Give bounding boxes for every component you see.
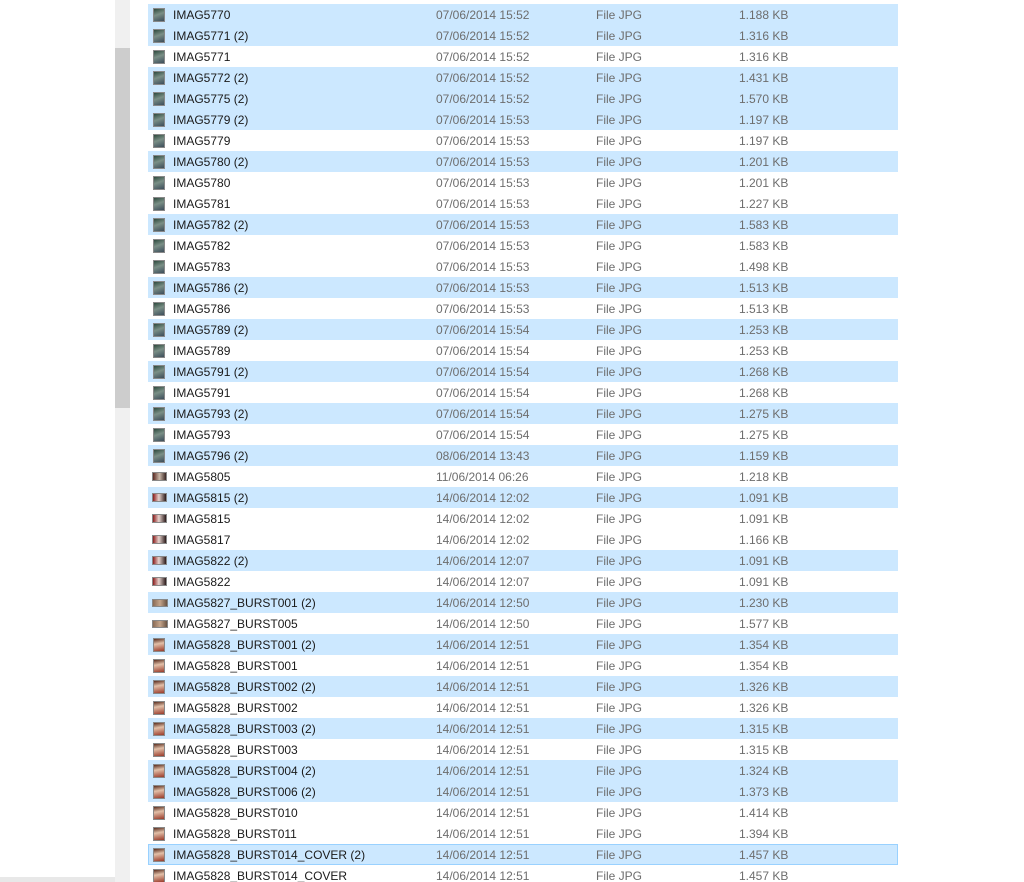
file-name: IMAG5775 (2) [173,92,249,106]
file-type: File JPG [596,680,643,694]
file-type: File JPG [596,92,643,106]
file-name: IMAG5828_BURST002 [173,701,298,715]
file-type: File JPG [596,323,643,337]
image-thumbnail-icon [152,514,167,523]
file-size: 1.577 KB [739,617,789,631]
file-size: 1.570 KB [739,92,789,106]
file-date-modified: 07/06/2014 15:53 [436,113,530,127]
file-type: File JPG [596,827,643,841]
image-thumbnail-icon [153,764,165,778]
file-type: File JPG [596,134,643,148]
file-size: 1.315 KB [739,722,789,736]
file-size: 1.091 KB [739,575,789,589]
file-date-modified: 14/06/2014 12:51 [436,827,530,841]
file-type: File JPG [596,806,643,820]
file-size: 1.513 KB [739,281,789,295]
file-size: 1.268 KB [739,365,789,379]
file-row[interactable] [148,550,898,571]
image-thumbnail-icon [153,29,165,43]
file-type: File JPG [596,8,643,22]
file-size: 1.316 KB [739,50,789,64]
file-size: 1.275 KB [739,428,789,442]
image-thumbnail-icon [153,50,165,64]
file-size: 1.354 KB [739,659,789,673]
file-type: File JPG [596,71,643,85]
file-date-modified: 11/06/2014 06:26 [436,470,529,484]
image-thumbnail-icon [153,302,165,316]
image-thumbnail-icon [152,577,167,586]
file-name: IMAG5793 (2) [173,407,249,421]
file-name: IMAG5789 (2) [173,323,249,337]
file-date-modified: 07/06/2014 15:54 [436,428,530,442]
file-name: IMAG5828_BURST006 (2) [173,785,316,799]
image-thumbnail-icon [153,197,165,211]
file-type: File JPG [596,491,643,505]
file-date-modified: 07/06/2014 15:52 [436,50,530,64]
file-row[interactable] [148,781,898,802]
file-name: IMAG5817 [173,533,231,547]
file-type: File JPG [596,344,643,358]
file-row[interactable] [148,130,898,151]
file-row[interactable] [148,844,898,865]
file-row[interactable] [148,718,898,739]
image-thumbnail-icon [152,599,168,607]
file-type: File JPG [596,239,643,253]
file-type: File JPG [596,50,643,64]
file-size: 1.197 KB [739,134,789,148]
file-name: IMAG5828_BURST001 [173,659,298,673]
file-size: 1.091 KB [739,512,789,526]
file-row[interactable] [148,340,898,361]
file-size: 1.324 KB [739,764,789,778]
file-type: File JPG [596,428,643,442]
image-thumbnail-icon [153,281,165,295]
file-size: 1.583 KB [739,218,789,232]
file-name: IMAG5828_BURST014_COVER [173,869,348,882]
scrollbar-thumb[interactable] [115,48,130,408]
file-type: File JPG [596,659,643,673]
file-row[interactable] [148,487,898,508]
file-date-modified: 07/06/2014 15:54 [436,386,530,400]
image-thumbnail-icon [152,556,167,565]
file-date-modified: 14/06/2014 12:02 [436,491,530,505]
file-date-modified: 07/06/2014 15:54 [436,344,530,358]
image-thumbnail-icon [153,386,165,400]
file-row[interactable] [148,25,898,46]
navigation-pane [0,0,130,882]
file-size: 1.326 KB [739,680,789,694]
file-row[interactable] [148,151,898,172]
file-type: File JPG [596,470,643,484]
file-date-modified: 14/06/2014 12:51 [436,869,530,882]
file-type: File JPG [596,155,643,169]
file-size: 1.091 KB [739,554,789,568]
image-thumbnail-icon [153,428,165,442]
file-row[interactable] [148,4,898,25]
file-date-modified: 07/06/2014 15:53 [436,218,530,232]
file-name: IMAG5827_BURST001 (2) [173,596,316,610]
file-row[interactable] [148,46,898,67]
file-row[interactable] [148,214,898,235]
file-row[interactable] [148,193,898,214]
file-size: 1.457 KB [739,848,789,862]
file-type: File JPG [596,260,643,274]
file-date-modified: 07/06/2014 15:54 [436,407,530,421]
file-size: 1.394 KB [739,827,789,841]
image-thumbnail-icon [153,134,165,148]
file-row[interactable] [148,592,898,613]
file-name: IMAG5783 [173,260,231,274]
image-thumbnail-icon [153,722,165,736]
file-date-modified: 14/06/2014 12:02 [436,533,530,547]
file-name: IMAG5772 (2) [173,71,249,85]
image-thumbnail-icon [153,365,165,379]
image-thumbnail-icon [153,701,165,715]
file-row[interactable] [148,67,898,88]
file-type: File JPG [596,575,643,589]
file-name: IMAG5786 [173,302,231,316]
file-name: IMAG5779 (2) [173,113,249,127]
file-date-modified: 07/06/2014 15:53 [436,302,530,316]
file-name: IMAG5779 [173,134,231,148]
file-name: IMAG5782 (2) [173,218,249,232]
file-type: File JPG [596,449,643,463]
file-size: 1.218 KB [739,470,789,484]
image-thumbnail-icon [153,806,165,820]
file-name: IMAG5828_BURST004 (2) [173,764,316,778]
file-type: File JPG [596,554,643,568]
file-size: 1.253 KB [739,323,789,337]
file-size: 1.498 KB [739,260,789,274]
file-size: 1.513 KB [739,302,789,316]
file-size: 1.188 KB [739,8,789,22]
image-thumbnail-icon [153,323,165,337]
file-type: File JPG [596,407,643,421]
file-date-modified: 14/06/2014 12:07 [436,554,530,568]
file-date-modified: 07/06/2014 15:53 [436,281,530,295]
file-row[interactable] [148,676,898,697]
image-thumbnail-icon [153,239,165,253]
image-thumbnail-icon [153,8,165,22]
file-size: 1.227 KB [739,197,789,211]
image-thumbnail-icon [153,785,165,799]
image-thumbnail-icon [153,71,165,85]
file-date-modified: 14/06/2014 12:51 [436,701,530,715]
file-row[interactable] [148,529,898,550]
file-type: File JPG [596,743,643,757]
file-type: File JPG [596,848,643,862]
file-row[interactable] [148,277,898,298]
file-date-modified: 14/06/2014 12:51 [436,743,530,757]
file-size: 1.275 KB [739,407,789,421]
file-date-modified: 08/06/2014 13:43 [436,449,530,463]
file-name: IMAG5828_BURST003 [173,743,298,757]
image-thumbnail-icon [153,827,165,841]
file-row[interactable] [148,802,898,823]
file-row[interactable] [148,424,898,445]
file-size: 1.414 KB [739,806,789,820]
file-type: File JPG [596,218,643,232]
image-thumbnail-icon [152,472,167,481]
file-type: File JPG [596,512,643,526]
file-name: IMAG5796 (2) [173,449,249,463]
file-date-modified: 07/06/2014 15:52 [436,92,530,106]
file-name: IMAG5791 [173,386,231,400]
file-date-modified: 14/06/2014 12:07 [436,575,530,589]
file-size: 1.326 KB [739,701,789,715]
image-thumbnail-icon [153,218,165,232]
file-date-modified: 07/06/2014 15:52 [436,71,530,85]
file-date-modified: 07/06/2014 15:53 [436,176,530,190]
file-row[interactable] [148,760,898,781]
image-thumbnail-icon [152,535,167,544]
file-type: File JPG [596,785,643,799]
file-name: IMAG5789 [173,344,231,358]
file-size: 1.201 KB [739,176,789,190]
file-name: IMAG5781 [173,197,231,211]
file-row[interactable] [148,634,898,655]
file-date-modified: 07/06/2014 15:53 [436,197,530,211]
file-date-modified: 07/06/2014 15:52 [436,29,530,43]
file-name: IMAG5771 [173,50,231,64]
file-row[interactable] [148,256,898,277]
file-row[interactable] [148,508,898,529]
file-row[interactable] [148,466,898,487]
file-type: File JPG [596,701,643,715]
file-type: File JPG [596,869,643,882]
file-name: IMAG5782 [173,239,231,253]
file-date-modified: 14/06/2014 12:50 [436,617,530,631]
file-row[interactable] [148,235,898,256]
file-size: 1.197 KB [739,113,789,127]
file-date-modified: 14/06/2014 12:51 [436,806,530,820]
image-thumbnail-icon [153,92,165,106]
file-date-modified: 07/06/2014 15:53 [436,239,530,253]
file-size: 1.583 KB [739,239,789,253]
file-name: IMAG5791 (2) [173,365,249,379]
file-size: 1.457 KB [739,869,789,882]
file-row[interactable] [148,655,898,676]
file-size: 1.354 KB [739,638,789,652]
file-row[interactable] [148,319,898,340]
file-name: IMAG5780 (2) [173,155,249,169]
file-name: IMAG5771 (2) [173,29,249,43]
file-row[interactable] [148,697,898,718]
file-size: 1.201 KB [739,155,789,169]
file-type: File JPG [596,113,643,127]
file-size: 1.091 KB [739,491,789,505]
file-name: IMAG5828_BURST014_COVER (2) [173,848,366,862]
file-size: 1.431 KB [739,71,789,85]
file-row[interactable] [148,361,898,382]
image-thumbnail-icon [153,260,165,274]
file-date-modified: 14/06/2014 12:51 [436,785,530,799]
image-thumbnail-icon [153,176,165,190]
file-row[interactable] [148,865,898,882]
image-thumbnail-icon [153,638,165,652]
file-date-modified: 07/06/2014 15:54 [436,365,530,379]
image-thumbnail-icon [153,680,165,694]
file-type: File JPG [596,533,643,547]
image-thumbnail-icon [152,493,167,502]
file-row[interactable] [148,571,898,592]
file-date-modified: 07/06/2014 15:53 [436,260,530,274]
file-name: IMAG5786 (2) [173,281,249,295]
file-date-modified: 14/06/2014 12:51 [436,680,530,694]
file-row[interactable] [148,382,898,403]
file-date-modified: 14/06/2014 12:51 [436,722,530,736]
file-row[interactable] [148,172,898,193]
file-name: IMAG5815 [173,512,231,526]
file-size: 1.268 KB [739,386,789,400]
file-date-modified: 07/06/2014 15:53 [436,155,530,169]
file-type: File JPG [596,365,643,379]
file-size: 1.159 KB [739,449,789,463]
file-row[interactable] [148,109,898,130]
file-list [148,0,898,882]
image-thumbnail-icon [153,659,165,673]
file-type: File JPG [596,386,643,400]
file-name: IMAG5822 (2) [173,554,249,568]
file-name: IMAG5815 (2) [173,491,249,505]
file-date-modified: 14/06/2014 12:51 [436,848,530,862]
image-thumbnail-icon [153,407,165,421]
file-type: File JPG [596,764,643,778]
file-type: File JPG [596,617,643,631]
file-type: File JPG [596,638,643,652]
image-thumbnail-icon [153,155,165,169]
file-row[interactable] [148,739,898,760]
file-name: IMAG5828_BURST011 [173,827,297,841]
file-name: IMAG5828_BURST002 (2) [173,680,316,694]
file-date-modified: 14/06/2014 12:02 [436,512,530,526]
file-size: 1.166 KB [739,533,789,547]
image-thumbnail-icon [152,620,168,628]
file-type: File JPG [596,722,643,736]
file-name: IMAG5793 [173,428,231,442]
file-date-modified: 14/06/2014 12:51 [436,659,530,673]
file-name: IMAG5780 [173,176,231,190]
image-thumbnail-icon [153,869,165,882]
file-type: File JPG [596,596,643,610]
file-date-modified: 14/06/2014 12:51 [436,638,530,652]
file-date-modified: 07/06/2014 15:54 [436,323,530,337]
file-date-modified: 14/06/2014 12:51 [436,764,530,778]
file-name: IMAG5770 [173,8,231,22]
file-name: IMAG5822 [173,575,231,589]
file-row[interactable] [148,298,898,319]
file-row[interactable] [148,403,898,424]
file-type: File JPG [596,302,643,316]
image-thumbnail-icon [153,743,165,757]
file-size: 1.230 KB [739,596,789,610]
navigation-scrollbar[interactable] [115,0,130,882]
file-type: File JPG [596,29,643,43]
file-row[interactable] [148,823,898,844]
file-name: IMAG5828_BURST010 [173,806,298,820]
file-name: IMAG5805 [173,470,231,484]
file-date-modified: 07/06/2014 15:52 [436,8,530,22]
file-date-modified: 14/06/2014 12:50 [436,596,530,610]
file-type: File JPG [596,281,643,295]
file-size: 1.316 KB [739,29,789,43]
image-thumbnail-icon [153,113,165,127]
file-type: File JPG [596,176,643,190]
file-row[interactable] [148,445,898,466]
image-thumbnail-icon [153,848,165,862]
file-size: 1.253 KB [739,344,789,358]
file-type: File JPG [596,197,643,211]
file-row[interactable] [148,88,898,109]
horizontal-scrollbar[interactable] [0,877,115,882]
image-thumbnail-icon [153,344,165,358]
file-name: IMAG5828_BURST001 (2) [173,638,316,652]
file-name: IMAG5827_BURST005 [173,617,298,631]
file-size: 1.315 KB [739,743,789,757]
image-thumbnail-icon [153,449,165,463]
file-date-modified: 07/06/2014 15:53 [436,134,530,148]
file-size: 1.373 KB [739,785,789,799]
file-name: IMAG5828_BURST003 (2) [173,722,316,736]
file-row[interactable] [148,613,898,634]
